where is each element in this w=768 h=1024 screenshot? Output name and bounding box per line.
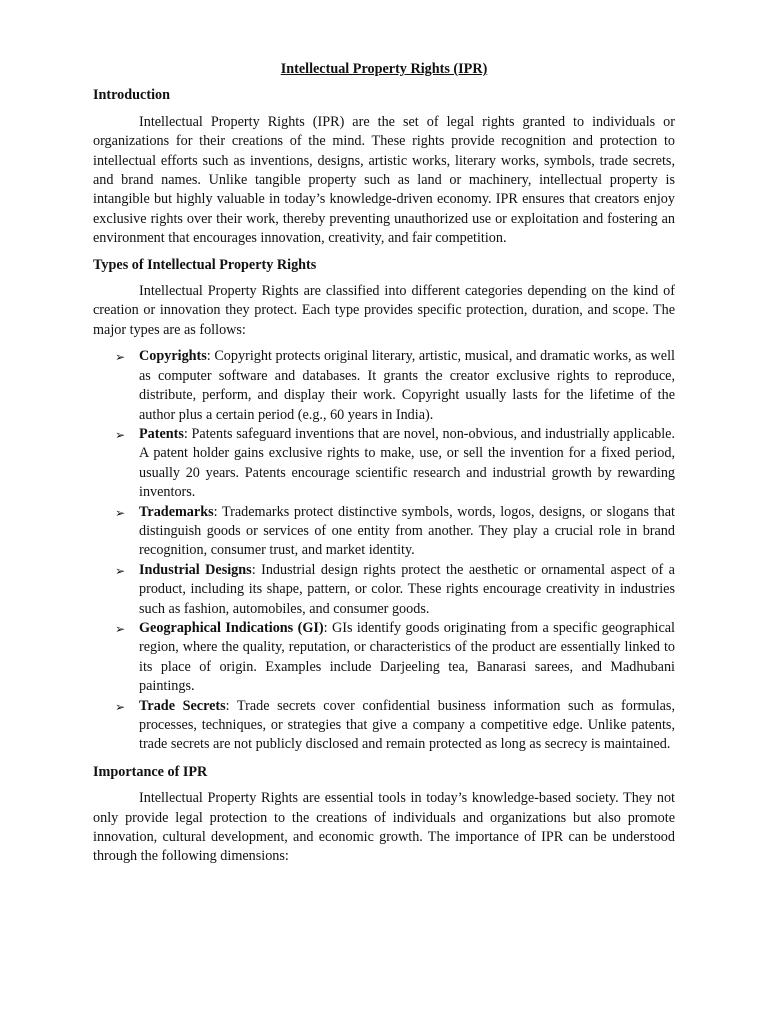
list-item-trademarks: [93, 503, 675, 561]
arrow-bullet-icon: ➢: [115, 563, 126, 578]
ipr-types-list: [93, 347, 675, 755]
arrow-bullet-icon: ➢: [115, 621, 126, 636]
list-item-description: : Trade secrets cover confidential business information such as formulas, processes, techniques, or strategies that give a company a competitive edge. Unlike patents, trade secrets are not publicly disclosed and remain protected as long as secrecy is maintained.: [139, 697, 675, 753]
introduction-paragraph: Intellectual Property Rights (IPR) are the set of legal rights granted to individuals or organizations for their creations of the mind. These rights provide recognition and protection to intellectual efforts such as inventions, designs, artistic works, literary works, symbols, trade secrets, and brand names. Unlike tangible property such as land or machinery, intellectual property is intangible but highly valuable in today’s knowledge-driven economy. IPR ensures that creators enjoy exclusive rights over their work, thereby preventing unauthorized use or exploitation and fostering an environment that encourages innovation, creativity, and fair competition.: [93, 113, 675, 247]
list-item-description: : Patents safeguard inventions that are novel, non-obvious, and industrially applicable. A patent holder gains exclusive rights to make, use, or sell the invention for a fixed period, usually 20 years. Patents encourage scientific research and industrial growth by rewarding inventors.: [139, 425, 675, 501]
arrow-bullet-icon: ➢: [115, 699, 126, 714]
list-item-term: Trademarks: [139, 503, 214, 520]
importance-heading: Importance of IPR: [93, 763, 208, 780]
document-page: [93, 60, 675, 874]
importance-paragraph: Intellectual Property Rights are essential tools in today’s knowledge-based society. They not only provide legal protection to the creations of individuals and organizations but also promote innovation, cultural development, and economic growth. The importance of IPR can be understood through the following dimensions:: [93, 790, 675, 865]
list-item-description: : Trademarks protect distinctive symbols, words, logos, designs, or slogans that distinguish goods or services of one entity from another. They play a crucial role in brand recognition, consumer trust, and market identity.: [139, 503, 675, 559]
types-paragraph: Intellectual Property Rights are classified into different categories depending on the kind of creation or innovation they protect. Each type provides specific protection, duration, and scope. The major types are as follows:: [93, 283, 675, 338]
arrow-bullet-icon: ➢: [115, 505, 126, 520]
document-title: Intellectual Property Rights (IPR): [280, 61, 488, 77]
list-item-description: : GIs identify goods originating from a specific geographical region, where the quality, reputation, or characteristics of the product are essentially linked to its place of origin. Examples include Darjeeling tea, Banarasi sarees, and Madhubani paintings.: [139, 619, 675, 695]
list-item-description: : Copyright protects original literary, artistic, musical, and dramatic works, as well as computer software and databases. It grants the creator exclusive rights to reproduce, distribute, perform, and display their work. Copyright usually lasts for the lifetime of the author plus a certain period (e.g., 60 years in India).: [139, 348, 675, 423]
list-item-term: Geographical Indications (GI): [139, 619, 324, 636]
introduction-heading: Introduction: [93, 87, 170, 104]
list-item-term: Copyrights: [139, 348, 207, 365]
list-item-description: : Industrial design rights protect the aesthetic or ornamental aspect of a product, including its shape, pattern, or color. These rights encourage creativity in industries such as fashion, automobiles, and consumer goods.: [139, 561, 675, 617]
list-item-trade-secrets: [93, 697, 675, 755]
list-item-patents: [93, 425, 675, 503]
list-item-term: Patents: [139, 425, 184, 442]
arrow-bullet-icon: ➢: [115, 350, 126, 365]
list-item-copyrights: [93, 347, 675, 425]
list-item-term: Trade Secrets: [139, 697, 226, 714]
list-item-industrial-designs: [93, 561, 675, 619]
types-heading: Types of Intellectual Property Rights: [93, 256, 317, 273]
list-item-geographical-indications: [93, 619, 675, 697]
list-item-term: Industrial Designs: [139, 561, 252, 578]
arrow-bullet-icon: ➢: [115, 427, 126, 442]
